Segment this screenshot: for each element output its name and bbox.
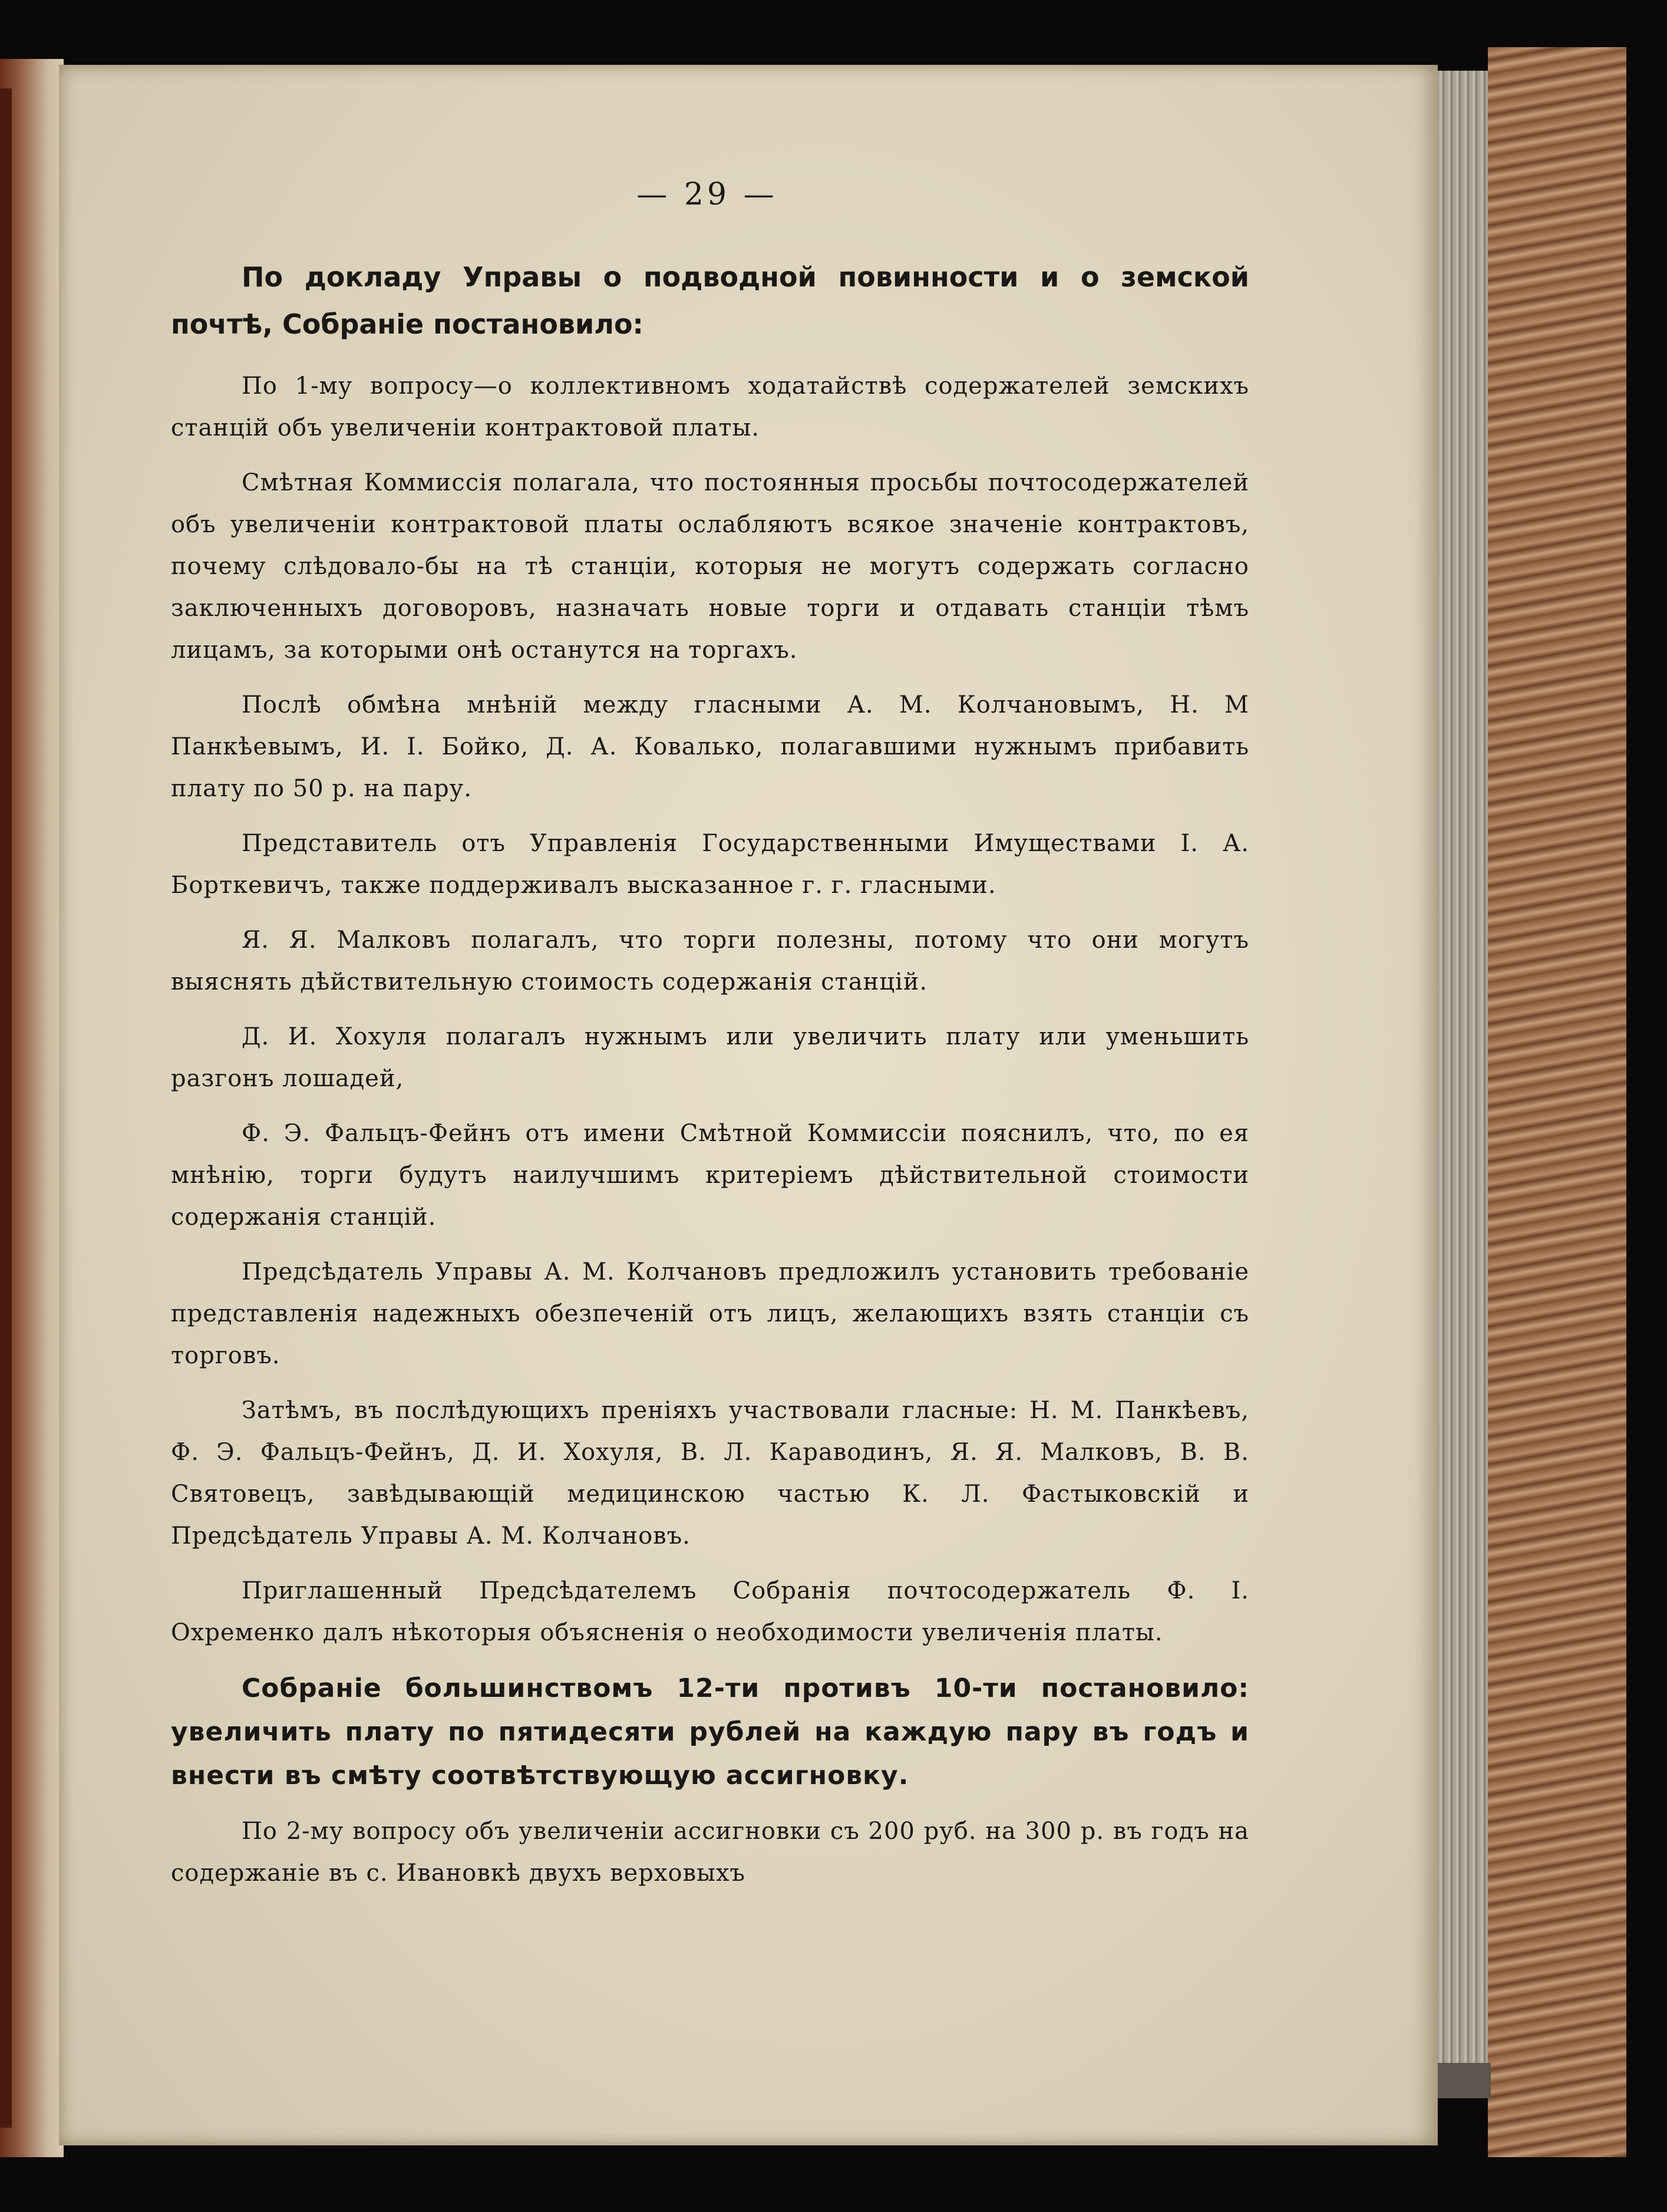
paragraph-question-2: По 2-му вопросу объ увеличеніи ассигновки съ 200 руб. на 300 р. въ годъ на содержаніе въ с. Ивановкѣ двухъ верховыхъ: [171, 1818, 1249, 1887]
paragraph-malkov: Я. Я. Малковъ полагалъ, что торги полезны, потому что они могутъ выяснять дѣйствительную стоимость содержанія станцій.: [171, 927, 1249, 995]
section-heading: [171, 253, 1249, 348]
paragraph-exchange-of-views: Послѣ обмѣна мнѣній между гласными А. М. Колчановымъ, Н. М Панкѣевымъ, И. І. Бойко, Д. А. Ковалько, полагавшими нужнымъ прибавить плату по 50 р. на пару.: [171, 691, 1249, 802]
page-text: [171, 177, 1249, 1907]
assembly-resolution: Собраніе большинствомъ 12-ти противъ 10-ти постановило: увеличить плату по пятидесяти рублей на каждую пару въ годъ и внести въ смѣту соотвѣтствующую ассигновку.: [171, 1673, 1249, 1791]
paragraph-debate-participants: Затѣмъ, въ послѣдующихъ преніяхъ участвовали гласные: Н. М. Панкѣевъ, Ф. Э. Фальцъ-Фейнъ, Д. И. Хохуля, В. Л. Караводинъ, Я. Я. Малковъ, В. В. Святовецъ, завѣдывающій медицинскою частью К. Л. Фастыковскій и Предсѣдатель Управы А. М. Колчановъ.: [171, 1397, 1249, 1550]
paragraph-question-1: По 1-му вопросу—о коллективномъ ходатайствѣ содержателей земскихъ станцій объ увеличеніи контрактовой платы.: [171, 372, 1249, 441]
paragraph-kolchanov-proposal: Предсѣдатель Управы А. М. Колчановъ предложилъ установить требованіе представленія надежныхъ обезпеченій отъ лицъ, желающихъ взять станціи съ торговъ.: [171, 1258, 1249, 1369]
paragraph-state-property-representative: Представитель отъ Управленія Государственными Имуществами І. А. Борткевичъ, также поддерживалъ высказанное г. г. гласными.: [171, 830, 1249, 899]
book-cover-edge: [1488, 47, 1626, 2157]
paragraph-falz-fein: Ф. Э. Фальцъ-Фейнъ отъ имени Смѣтной Коммиссіи пояснилъ, что, по ея мнѣнію, торги будутъ наилучшимъ критеріемъ дѣйствительной стоимости содержанія станцій.: [171, 1120, 1249, 1231]
page-stack-shadow: [1438, 2063, 1491, 2098]
page-number: — 29 —: [636, 177, 778, 212]
page-stack-edges: [1438, 71, 1488, 2075]
paragraph-okhremenko: Приглашенный Предсѣдателемъ Собранія почтосодержатель Ф. І. Охременко далъ нѣкоторыя объясненія о необходимости увеличенія платы.: [171, 1577, 1249, 1646]
paragraph-commission-opinion: Смѣтная Коммиссія полагала, что постоянныя просьбы почтосодержателей объ увеличеніи контрактовой платы ослабляютъ всякое значеніе контрактовъ, почему слѣдовало-бы на тѣ станціи, которыя не могутъ содержать согласно заключенныхъ договоровъ, назначать новые торги и отдавать станціи тѣмъ лицамъ, за которыми онѣ останутся на торгахъ.: [171, 469, 1249, 664]
book-binding-left: [0, 88, 12, 2128]
section-heading-text: По докладу Управы о подводной повинности и о земской почтѣ, Собраніе постановило:: [171, 261, 1249, 340]
paragraph-khokhulya: Д. И. Хохуля полагалъ нужнымъ или увеличить плату или уменьшить разгонъ лошадей,: [171, 1023, 1249, 1092]
